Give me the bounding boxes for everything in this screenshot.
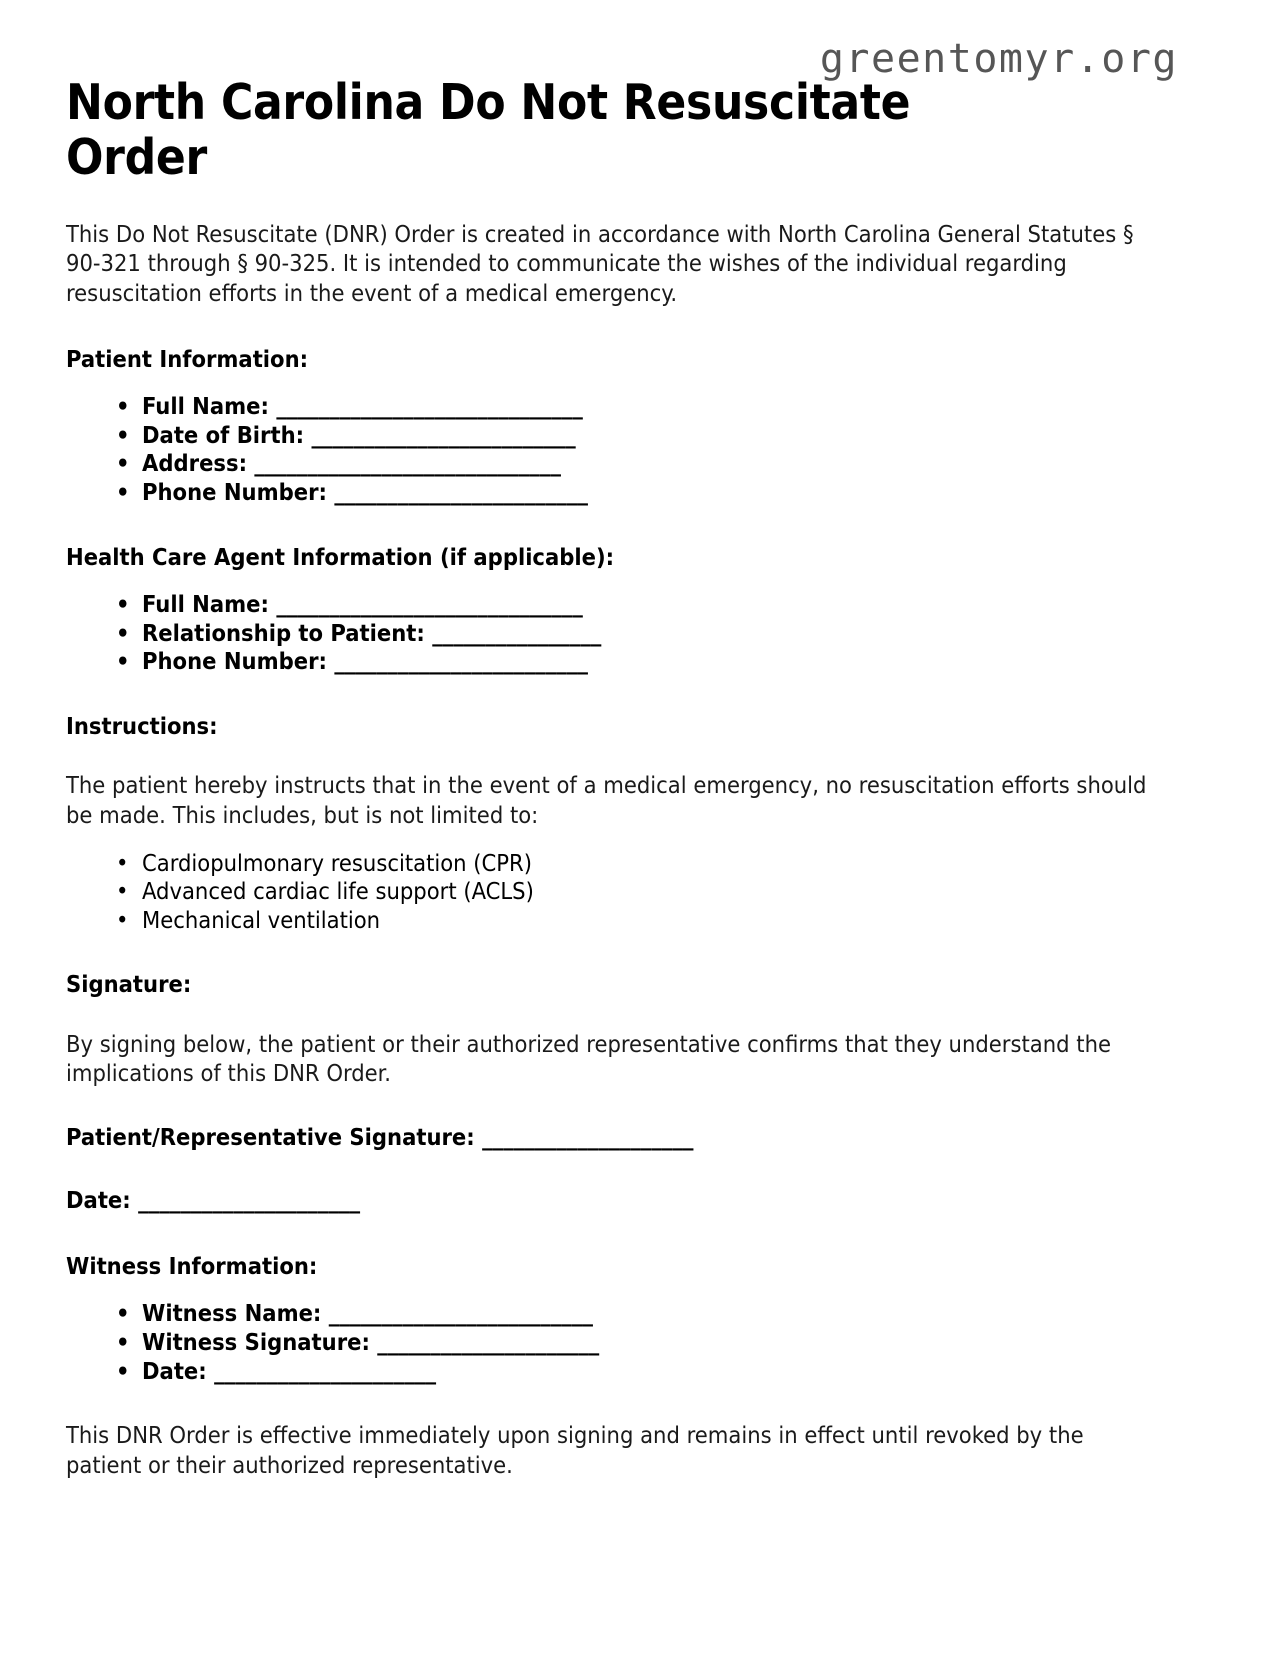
field-blank[interactable]: _________________________ bbox=[311, 420, 576, 449]
field-blank[interactable]: _________________________ bbox=[328, 1299, 593, 1328]
section-heading-health-care-agent: Health Care Agent Information (if applicable): bbox=[66, 542, 615, 571]
instructions-items bbox=[66, 831, 1174, 935]
signature-paragraph: By signing below, the patient or their authorized representative confirms that they understand the implications of this DNR Order. bbox=[66, 1029, 1111, 1088]
footer-paragraph: This DNR Order is effective immediately upon signing and remains in effect until revoked by the patient or their authorized representative. bbox=[66, 1421, 1084, 1479]
field-blank[interactable]: _____________________________ bbox=[276, 589, 583, 618]
field-label: Relationship to Patient: bbox=[142, 618, 425, 647]
health-care-agent-fields bbox=[66, 572, 1174, 676]
field-label: Patient/Representative Signature: bbox=[66, 1123, 475, 1152]
list-item: • Cardiopulmonary resuscitation (CPR) bbox=[142, 849, 1174, 878]
field-blank[interactable]: _____________________________ bbox=[254, 449, 561, 478]
list-item bbox=[142, 590, 1174, 619]
field-blank[interactable]: ________________________ bbox=[334, 477, 588, 506]
field-blank[interactable]: _____________________________ bbox=[276, 391, 583, 420]
list-item bbox=[142, 478, 1174, 507]
field-label: Full Name: bbox=[142, 589, 269, 618]
list-item bbox=[142, 421, 1174, 450]
list-item bbox=[142, 1357, 1174, 1386]
intro-paragraph: This Do Not Resuscitate (DNR) Order is created in accordance with North Carolina General Statutes § 90-321 through § 90-325. It is intended to communicate the wishes of the individual regarding resuscitation efforts in the event of a medical emergency. bbox=[66, 219, 1134, 307]
list-item bbox=[142, 1299, 1174, 1328]
section-heading-witness-information: Witness Information: bbox=[66, 1251, 318, 1280]
field-blank[interactable]: ________________ bbox=[432, 618, 602, 647]
field-label: Address: bbox=[142, 449, 248, 478]
field-blank[interactable]: _____________________ bbox=[377, 1327, 600, 1356]
field-label: Phone Number: bbox=[142, 647, 327, 676]
patient-information-fields bbox=[66, 374, 1174, 507]
page-title: North Carolina Do Not Resuscitate Order bbox=[66, 74, 911, 186]
field-blank[interactable]: _____________________ bbox=[214, 1356, 437, 1385]
field-label: Date: bbox=[66, 1186, 131, 1215]
list-item bbox=[142, 1328, 1174, 1357]
list-item bbox=[142, 647, 1174, 676]
section-heading-instructions: Instructions: bbox=[66, 711, 218, 740]
list-item: • Advanced cardiac life support (ACLS) bbox=[142, 877, 1174, 906]
field-label: Witness Signature: bbox=[142, 1327, 370, 1356]
list-item: • Mechanical ventilation bbox=[142, 906, 1174, 935]
witness-information-fields bbox=[66, 1281, 1174, 1385]
section-heading-signature: Signature: bbox=[66, 970, 192, 999]
section-heading-patient-information: Patient Information: bbox=[66, 344, 309, 373]
field-label: Phone Number: bbox=[142, 477, 327, 506]
field-blank[interactable]: ____________________ bbox=[482, 1123, 694, 1152]
signature-date-line bbox=[66, 1152, 1174, 1215]
field-label: Full Name: bbox=[142, 391, 269, 420]
field-blank[interactable]: _____________________ bbox=[138, 1186, 361, 1215]
field-blank[interactable]: ________________________ bbox=[334, 647, 588, 676]
list-item bbox=[142, 619, 1174, 648]
list-item bbox=[142, 449, 1174, 478]
field-label: Date: bbox=[142, 1356, 207, 1385]
instructions-paragraph: The patient hereby instructs that in the event of a medical emergency, no resuscitation efforts should be made. This includes, but is not limited to: bbox=[66, 771, 1147, 829]
field-label: Date of Birth: bbox=[142, 420, 305, 449]
list-item bbox=[142, 392, 1174, 421]
patient-signature-line bbox=[66, 1089, 1174, 1152]
field-label: Witness Name: bbox=[142, 1299, 322, 1328]
site-watermark: greentomyr.org bbox=[819, 36, 1178, 82]
